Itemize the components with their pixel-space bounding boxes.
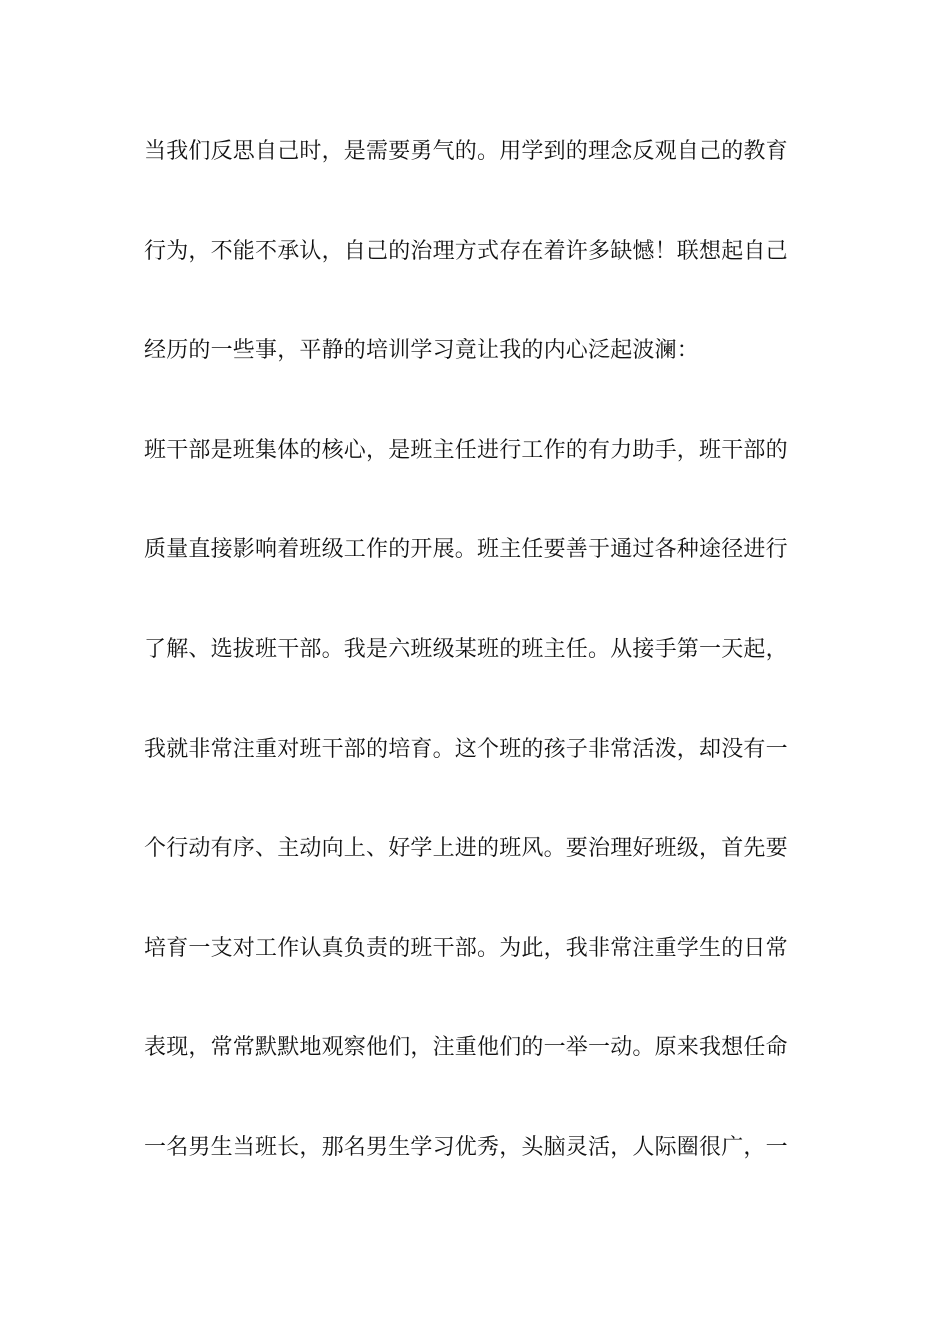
- text-line: 表现，常常默默地观察他们，注重他们的一举一动。原来我想任命: [144, 1035, 788, 1061]
- text-line: 一名男生当班长，那名男生学习优秀，头脑灵活，人际圈很广，一: [144, 1134, 788, 1160]
- document-body: [144, 130, 814, 1226]
- text-line: 行为，不能不承认，自己的治理方式存在着许多缺憾！联想起自己: [144, 238, 788, 264]
- text-line: 经历的一些事，平静的培训学习竟让我的内心泛起波澜：: [144, 338, 700, 364]
- text-line: 培育一支对工作认真负责的班干部。为此，我非常注重学生的日常: [144, 935, 788, 961]
- text-line: 了解、选拔班干部。我是六班级某班的班主任。从接手第一天起，: [144, 636, 788, 662]
- text-line: 当我们反思自己时，是需要勇气的。用学到的理念反观自己的教育: [144, 139, 788, 164]
- text-line: 个行动有序、主动向上、好学上进的班风。要治理好班级，首先要: [144, 836, 788, 862]
- text-line: 质量直接影响着班级工作的开展。班主任要善于通过各种途径进行: [144, 537, 788, 563]
- text-line: 我就非常注重对班干部的培育。这个班的孩子非常活泼，却没有一: [144, 736, 788, 762]
- text-line: 班干部是班集体的核心，是班主任进行工作的有力助手，班干部的: [144, 437, 788, 463]
